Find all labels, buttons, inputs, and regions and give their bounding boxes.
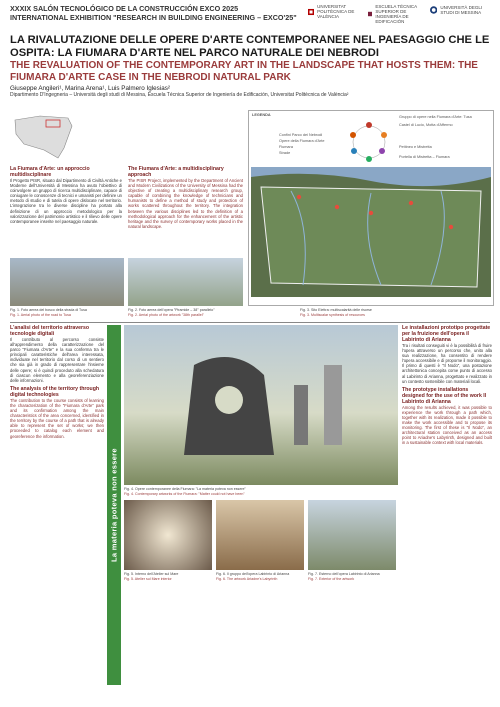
section2-body-en: The contribution to the course consists of learning the characterization of the "Fiumara d'Arte" park and its confirmation among the main characteristics of the area concerned, identified in the territory by the course of a path that is already able to represent the set of works; we then proceeded to catalog each element and georeference the information. <box>10 397 104 439</box>
section1-body-it: Il Progetto PISR, situato dal Dipartimento di Civiltà Antiche e Moderne dell'Università di Messina ha avuto l'obiettivo di coinvolgere un gruppo di ricerca multidisciplinare, capace di coniugare le conoscenze di tecnici e umanisti per definire un metodo di studio e di tutela di opere dislocate nel territorio. L'integrazione tra le diverse discipline ha portato alla definizione di un approccio metodologico per la valorizzazione del patrimonio artistico e il rilievo delle opere contemporanee inserite nel paesaggio naturale. <box>10 178 122 224</box>
section1-en <box>128 166 243 229</box>
fig5-caption-it: Fig. 5. Interno dell'Atelier sul Mare <box>124 572 179 576</box>
logo-unime <box>430 4 492 16</box>
fig1-caption-en: Fig. 1. Aerial photo of the road to Tusa <box>10 313 71 317</box>
fig6-image <box>216 500 304 570</box>
logo-upv <box>308 4 363 19</box>
fig2-caption-it: Fig. 2. Foto aerea dell'opera "Piramide – 38° parallelo" <box>128 308 215 312</box>
logo-unime-label: UNIVERSITÀ DEGLI STUDI DI MESSINA <box>440 5 483 15</box>
fig6-caption-en: Fig. 6. The artwork Ariadne's Labyrinth <box>216 577 278 581</box>
section3 <box>402 325 492 446</box>
section3-body-it: Tra i risultati conseguiti vi è la possibilità di fruire l'opera attraverso un percorso che, unito alla sua realizzazione, ha consentito di rendere l'opera accessibile e di proporne il monitoraggio. Il primo di questi è "Il Nodo", una postazione architettonica concepita come punto di accesso al Labirinto di Arianna, progettato e realizzato in un contesto sostenibile con materiali locali. <box>402 343 492 384</box>
section1-title-en: The Fiumara d'Arte: a multidisciplinary approach <box>128 166 224 178</box>
section1-title-it: La Fiumara d'Arte: un approccio multidisciplinare <box>10 166 90 178</box>
authors: Giuseppe Angileri¹, Marina Arena¹, Luis Palmero Iglesias² <box>10 85 170 92</box>
affiliation: Dipartimento D'Ingegneria – Università degli studi di Messina, Escuela Técnica Superior de Ingeniería de Edificación, Universitat Politècnica de València² <box>10 92 349 98</box>
fig1-image <box>10 258 124 306</box>
park-map <box>251 167 491 297</box>
etsie-logo-icon <box>368 8 372 20</box>
fig4-caption-it: Fig. 4. Opere contemporanee della Fiumara: "La materia poteva non essere" <box>124 487 246 491</box>
map-legend-title: LEGENDA <box>252 113 271 117</box>
map-legend-item-1: Confini Parco dei Nebrodi <box>279 133 323 137</box>
map-callout-1: Gruppo di opere nella Fiumara d'Arte: Tusa <box>399 115 472 119</box>
fig3-caption-it: Fig. 3. Sito Elettra: multiscalarità delle risorse <box>300 308 372 312</box>
divider <box>10 322 490 323</box>
section1-body-en: The PISR Project, implemented by the Department of Ancient and Modern Civilizations of the University of Messina had the objective of creating a multidisciplinary research group, capable of combining the knowledge of technicians and humanists to define a method of study and protection of works scattered throughout the territory. The integration between the various disciplines led to the definition of a methodological approach for the enhancement of the artistic heritage and the survey of contemporary works placed in the natural landscape. <box>128 178 243 229</box>
fig6-caption-it: Fig. 6. Il gruppo dell'opera Labirinto di Arianna <box>216 572 290 576</box>
fig4-caption-en: Fig. 4. Contemporary artworks of the Fiumara: "Matter could not have been" <box>124 492 245 496</box>
map-legend-item-4: Strade <box>279 151 291 155</box>
event-subtitle: INTERNATIONAL EXHIBITION "RESEARCH IN BUILDING ENGINEERING – EXCO'25" <box>10 13 297 22</box>
section3-title-it: Le installazioni prototipo progettate per la fruizione dell'opera il Labirinto di Arianna <box>402 325 491 343</box>
fig7-image <box>308 500 396 570</box>
section2-title-en: The analysis of the territory through digital technologies <box>10 385 100 398</box>
section1-it <box>10 166 122 224</box>
artwork-sculpture-icon <box>124 325 398 485</box>
artwork-icons-cluster <box>344 117 394 167</box>
logo-etsie-label: ESCUELA TÉCNICA SUPERIOR DE INGENIERÍA DE EDIFICACIÓN <box>375 4 417 24</box>
event-title: XXXIX SALÓN TECNOLÓGICO DE LA CONSTRUCCIÓN EXCO 2025 <box>10 4 239 13</box>
fig5-caption-en: Fig. 5. Atelier sul Mare interior <box>124 577 172 581</box>
fig7-caption-it: Fig. 7. Esterno dell'opera Labirinto di Arianna <box>308 572 380 576</box>
title-italian: LA RIVALUTAZIONE DELLE OPERE D'ARTE CONTEMPORANEE NEL PAESAGGIO CHE LE OSPITA: LA FIUMARA D'ARTE NEL PARCO NATURALE DEI NEBRODI <box>10 34 490 59</box>
title-block <box>10 34 490 98</box>
fig2-image <box>128 258 243 306</box>
fig4-image <box>124 325 398 485</box>
section3-body-en: Among the results achieved, it was possible to experience the work through a path which, together with its realization, made it possible to make the work accessible and to propose its monitoring. The first of these is "Il Nodo", an architectural station conceived as an access point to Ariadne's Labyrinth, designed and built in a sustainable context with local materials. <box>402 404 492 446</box>
logo-upv-label: UNIVERSITAT POLITÈCNICA DE VALÈNCIA <box>317 4 355 19</box>
unime-logo-icon <box>430 4 437 16</box>
fig3-caption-en: Fig. 3. Multiscalar synthesis of resources <box>300 313 365 317</box>
map-callout-3: Pettineo e Mistretta <box>399 145 432 149</box>
logo-etsie <box>368 4 426 24</box>
section2-title-it: L'analisi del territorio attraverso tecnologie digitali <box>10 325 90 337</box>
fig5-image <box>124 500 212 570</box>
section2 <box>10 325 104 439</box>
fig7-caption-en: Fig. 7. Exterior of the artwork <box>308 577 355 581</box>
sicily-outline-icon <box>10 110 75 162</box>
fig2-caption-en: Fig. 2. Aerial photo of the artwork "38th parallel" <box>128 313 204 317</box>
map-legend-item-2: Opere della Fiumara d'Arte <box>279 139 325 143</box>
section2-body-it: Il contributo al percorso consiste all'apprendimento della caratterizzazione del parco "Fiumara d'Arte" e la sua conferma tra le principali caratteristiche dell'area interessata, individuate nel territorio dal corso di un sentiero che sia già in grado di rappresentare l'insieme delle opere; si è quindi proceduto alla schedatura di ciascun elemento e alla georeferenziazione delle informazioni. <box>10 337 104 383</box>
upv-logo-icon <box>308 6 314 18</box>
sicily-map <box>10 110 75 162</box>
map-panel <box>248 110 494 306</box>
map-callout-4: Portella di Mistretta – Fiumara <box>399 155 450 159</box>
map-legend-item-3: Fiumara <box>279 145 293 149</box>
title-english: THE REVALUATION OF THE CONTEMPORARY ART IN THE LANDSCAPE THAT HOSTS THEM: THE FIUMARA D'ARTE CASE IN THE NEBRODI NATURAL PARK <box>10 60 478 83</box>
fig1-caption-it: Fig. 1. Foto aerea del bosco della strada di Tusa <box>10 308 87 312</box>
vertical-banner: La materia poteva non essere <box>107 325 121 685</box>
section3-title-en: The prototype installations designed for the use of the work Il Labirinto di Arianna <box>402 386 487 405</box>
map-callout-2: Castel di Lucio, Motta d'Affermo <box>399 123 453 127</box>
